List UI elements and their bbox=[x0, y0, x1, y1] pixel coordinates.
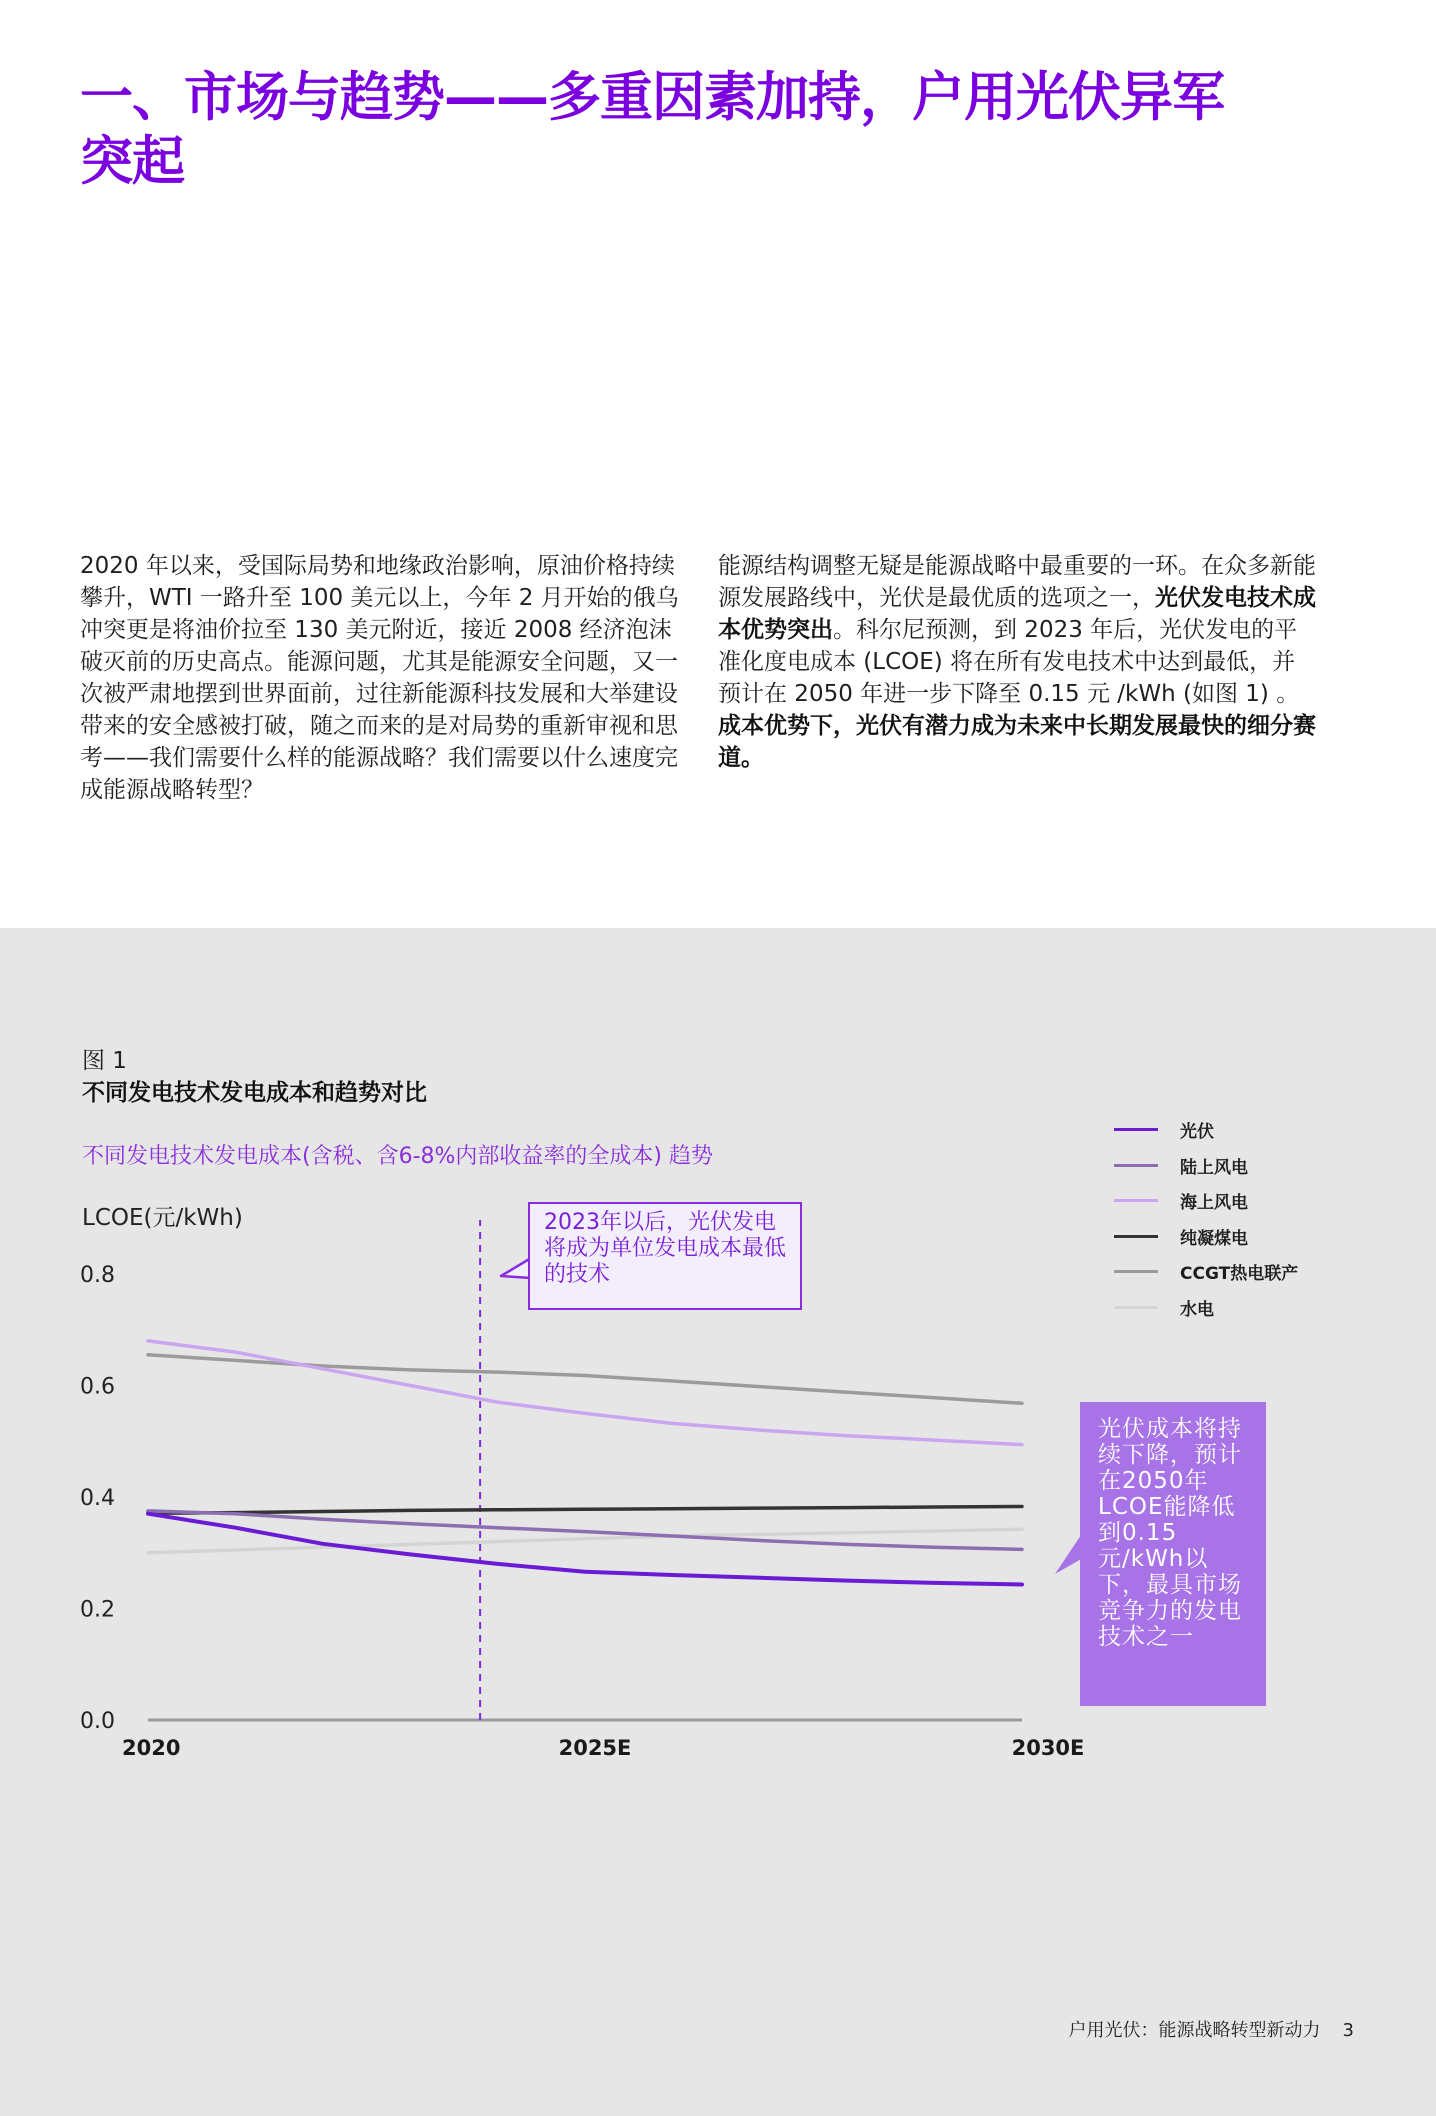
series-line-2 bbox=[148, 1341, 1022, 1445]
legend-swatch bbox=[1114, 1164, 1158, 1167]
legend-item bbox=[1114, 1254, 1298, 1290]
y-axis-label: LCOE(元/kWh) bbox=[82, 1205, 243, 1231]
callout-2050: 光伏成本将持续下降，预计在2050年LCOE能降低到0.15元/kWh以下，最具市场竞争力的发电技术之一 bbox=[1080, 1402, 1266, 1706]
legend-swatch bbox=[1114, 1306, 1158, 1309]
figure-label: 图 1 bbox=[82, 1048, 127, 1074]
figure-title: 不同发电技术发电成本和趋势对比 bbox=[82, 1080, 427, 1106]
series-line-3 bbox=[148, 1507, 1022, 1514]
x-tick-label: 2025E bbox=[558, 1736, 632, 1760]
callout-pointer bbox=[501, 1258, 531, 1278]
legend-swatch bbox=[1114, 1270, 1158, 1273]
paragraph-emphasis: 成本优势下，光伏有潜力成为未来中长期发展最快的细分赛道。 bbox=[718, 713, 1316, 771]
paragraph-text: 。科尔尼预测，到 2023 年后，光伏发电的平准化度电成本 (LCOE) 将在所有发电技术中达到最低，并预计在 2050 年进一步下降至 0.15 元 /kWh (如图 1) 。 bbox=[718, 617, 1300, 707]
figure-subtitle: 不同发电技术发电成本(含税、含6-8%内部收益率的全成本) 趋势 bbox=[82, 1144, 713, 1169]
chart-legend bbox=[1114, 1112, 1298, 1325]
legend-swatch bbox=[1114, 1235, 1158, 1238]
footer-title: 户用光伏：能源战略转型新动力 bbox=[1068, 2020, 1321, 2041]
legend-swatch bbox=[1114, 1199, 1158, 1202]
page-number: 3 bbox=[1342, 2020, 1354, 2041]
legend-item bbox=[1114, 1148, 1298, 1184]
legend-label: 光伏 bbox=[1180, 1122, 1214, 1143]
legend-item bbox=[1114, 1219, 1298, 1255]
y-tick-label: 0.8 bbox=[80, 1263, 115, 1288]
legend-label: 纯凝煤电 bbox=[1180, 1228, 1248, 1249]
y-tick-label: 0.6 bbox=[80, 1374, 115, 1400]
y-tick-label: 0.4 bbox=[80, 1486, 115, 1511]
intro-paragraph-left: 2020 年以来，受国际局势和地缘政治影响，原油价格持续攀升，WTI 一路升至 100 美元以上，今年 2 月开始的俄乌冲突更是将油价拉至 130 美元附近，接近 2008 经济泡沫破灭前的历史高点。能源问题，尤其是能源安全问题，又一次被严肃地摆到世界面前，过往新能源科技发展和大举建设带来的安全感被打破，随之而来的是对局势的重新审视和思考——我们需要什么样的能源战略？我们需要以什么速度完成能源战略转型？ bbox=[80, 553, 679, 803]
legend-item bbox=[1114, 1290, 1298, 1326]
y-tick-label: 0.2 bbox=[80, 1597, 115, 1623]
legend-label: 海上风电 bbox=[1180, 1193, 1248, 1214]
callout-side-pointer bbox=[1055, 1532, 1083, 1574]
x-tick-label: 2020 bbox=[122, 1736, 181, 1760]
legend-label: 水电 bbox=[1180, 1299, 1214, 1320]
paragraph-emphasis: 光伏发电技术成本优势突出 bbox=[718, 585, 1316, 643]
legend-item bbox=[1114, 1183, 1298, 1219]
page-footer bbox=[1069, 2016, 1354, 2042]
y-tick-label: 0.0 bbox=[80, 1709, 115, 1734]
page-heading: 一、市场与趋势——多重因素加持，户用光伏异军突起 bbox=[80, 67, 1224, 192]
paragraph-text: 能源结构调整无疑是能源战略中最重要的一环。在众多新能源发展路线中，光伏是最优质的选项之一， bbox=[718, 553, 1316, 611]
intro-paragraph-right bbox=[718, 550, 1318, 774]
callout-2023: 2023年以后，光伏发电将成为单位发电成本最低的技术 bbox=[528, 1202, 802, 1310]
legend-label: 陆上风电 bbox=[1180, 1157, 1248, 1178]
legend-label: CCGT热电联产 bbox=[1180, 1264, 1299, 1285]
legend-swatch bbox=[1114, 1128, 1158, 1131]
legend-item bbox=[1114, 1112, 1298, 1148]
x-tick-label: 2030E bbox=[1011, 1736, 1085, 1760]
